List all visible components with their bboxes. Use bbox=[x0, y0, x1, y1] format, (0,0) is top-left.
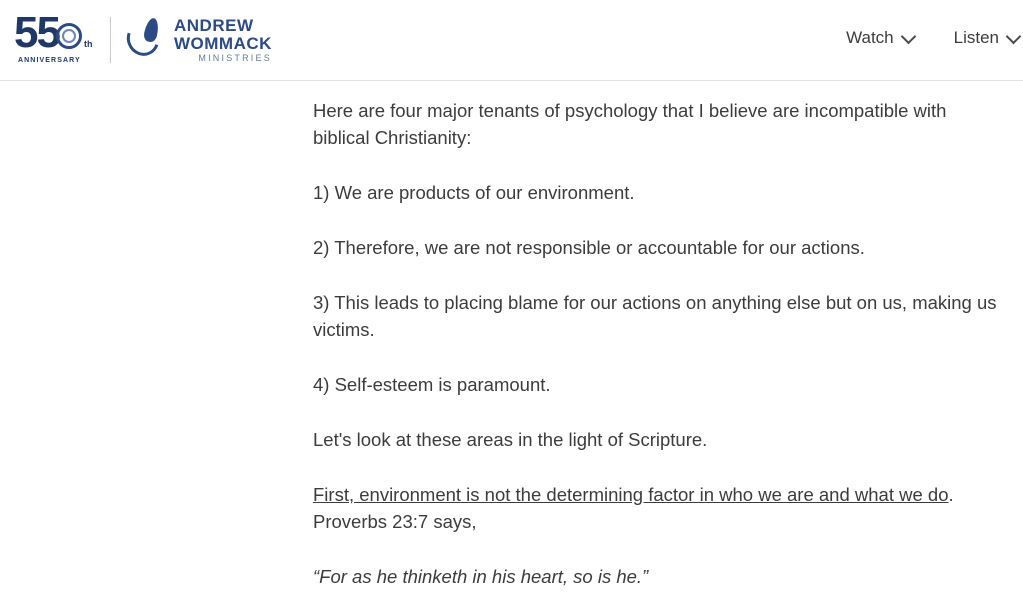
anniversary-ring-inner-icon bbox=[62, 29, 76, 43]
nav-item-watch[interactable] bbox=[846, 28, 914, 48]
paragraph-spacer bbox=[313, 206, 1003, 234]
scripture-quote: “For as he thinketh in his heart, so is he.” bbox=[313, 566, 649, 587]
anniversary-word: ANNIVERSARY bbox=[18, 57, 81, 64]
article-content bbox=[313, 97, 1003, 590]
logo-group[interactable] bbox=[14, 6, 272, 74]
flame-swoosh-icon bbox=[125, 16, 167, 64]
paragraph-spacer bbox=[313, 151, 1003, 179]
article-paragraph: 3) This leads to placing blame for our actions on anything else but on us, making us victims. bbox=[313, 292, 997, 340]
brand-line-1: ANDREW bbox=[174, 16, 254, 35]
swoosh-icon bbox=[121, 17, 164, 61]
underlined-statement-trailing: . bbox=[948, 484, 954, 505]
brand-wordmark bbox=[174, 17, 272, 63]
anniversary-number: 55 bbox=[14, 8, 59, 57]
brand-line-3: MINISTRIES bbox=[198, 53, 272, 63]
page-body bbox=[0, 81, 1023, 604]
logo-divider bbox=[110, 17, 111, 63]
article-emphasis-paragraph bbox=[313, 481, 1003, 535]
paragraph-spacer bbox=[313, 261, 1003, 289]
paragraph-spacer bbox=[313, 535, 1003, 563]
article-paragraph: 2) Therefore, we are not responsible or accountable for our actions. bbox=[313, 237, 865, 258]
anniversary-logo-icon bbox=[14, 9, 100, 71]
underlined-statement: First, environment is not the determining factor in who we are and what we do bbox=[313, 484, 949, 505]
article-paragraph: Let's look at these areas in the light of Scripture. bbox=[313, 429, 708, 450]
chevron-down-icon[interactable] bbox=[900, 28, 916, 44]
site-header bbox=[0, 0, 1023, 81]
brand-line-2: WOMMACK bbox=[174, 34, 272, 53]
article-paragraph: Here are four major tenants of psychology that I believe are incompatible with biblical Christianity: bbox=[313, 100, 947, 148]
paragraph-spacer bbox=[313, 453, 1003, 481]
paragraph-spacer bbox=[313, 398, 1003, 426]
nav-item-listen-label: Listen bbox=[953, 28, 999, 47]
nav-item-listen[interactable] bbox=[954, 28, 1019, 48]
scripture-reference: Proverbs 23:7 says, bbox=[313, 511, 477, 532]
anniversary-ordinal: th bbox=[84, 39, 93, 49]
andrew-wommack-ministries-logo[interactable] bbox=[125, 12, 272, 68]
nav-item-watch-label: Watch bbox=[846, 28, 894, 47]
main-navigation bbox=[806, 28, 1023, 48]
article-paragraph: 4) Self-esteem is paramount. bbox=[313, 374, 551, 395]
article-paragraph: 1) We are products of our environment. bbox=[313, 182, 635, 203]
paragraph-spacer bbox=[313, 343, 1003, 371]
chevron-down-icon[interactable] bbox=[1006, 28, 1022, 44]
